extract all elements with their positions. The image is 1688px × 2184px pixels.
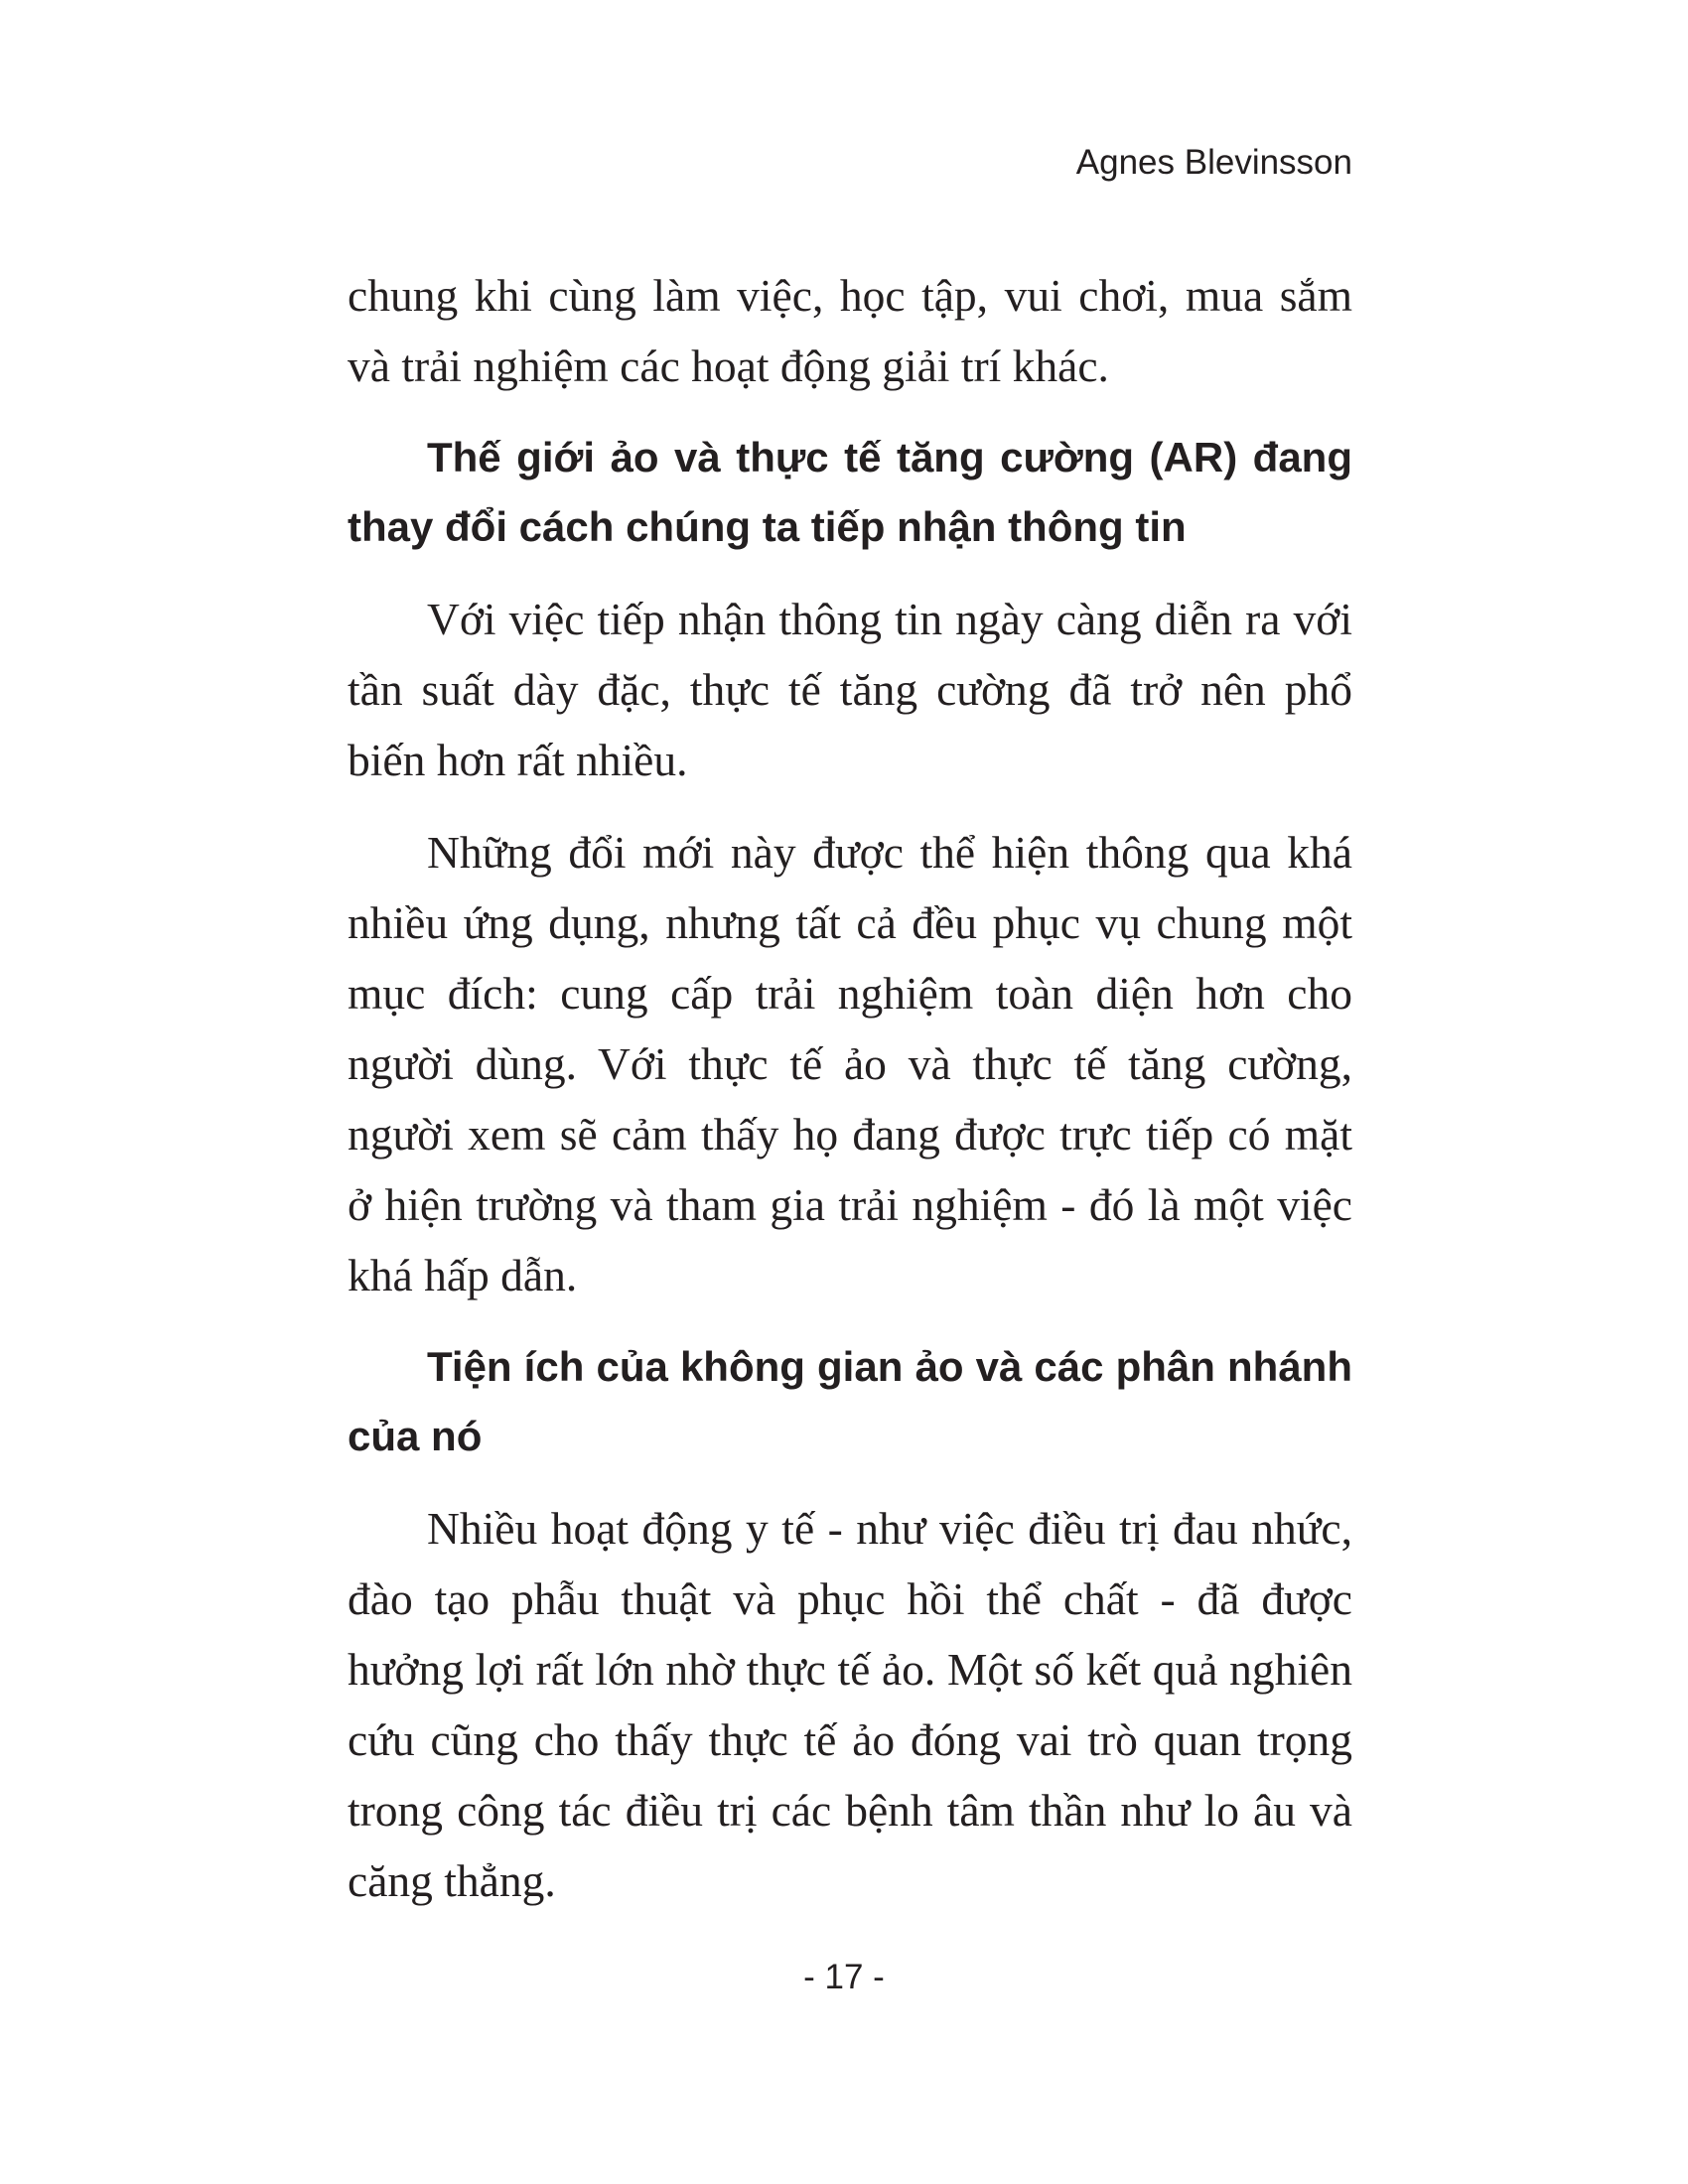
body-paragraph: Với việc tiếp nhận thông tin ngày càng diễn ra với tần suất dày đặc, thực tế tăng cường đã trở nên phổ biến hơn rất nhiều. bbox=[348, 594, 1352, 785]
page-number: - 17 - bbox=[803, 1958, 885, 1996]
running-header-author: Agnes Blevinsson bbox=[1075, 143, 1352, 182]
section-heading-ar: Thế giới ảo và thực tế tăng cường (AR) đang thay đổi cách chúng ta tiếp nhận thông tin bbox=[348, 434, 1352, 550]
page-content bbox=[348, 260, 1352, 1916]
continuation-paragraph: chung khi cùng làm việc, học tập, vui chơi, mua sắm và trải nghiệm các hoạt động giải trí khác. bbox=[348, 270, 1352, 391]
body-paragraph: Những đổi mới này được thể hiện thông qua khá nhiều ứng dụng, nhưng tất cả đều phục vụ chung một mục đích: cung cấp trải nghiệm toàn diện hơn cho người dùng. Với thực tế ảo và thực tế tăng cường, người xem sẽ cảm thấy họ đang được trực tiếp có mặt ở hiện trường và tham gia trải nghiệm - đó là một việc khá hấp dẫn. bbox=[348, 827, 1352, 1300]
section-heading-virtual-space: Tiện ích của không gian ảo và các phân nhánh của nó bbox=[348, 1343, 1352, 1459]
body-paragraph: Nhiều hoạt động y tế - như việc điều trị đau nhức, đào tạo phẫu thuật và phục hồi thể chất - đã được hưởng lợi rất lớn nhờ thực tế ảo. Một số kết quả nghiên cứu cũng cho thấy thực tế ảo đóng vai trò quan trọng trong công tác điều trị các bệnh tâm thần như lo âu và căng thẳng. bbox=[348, 1503, 1352, 1906]
